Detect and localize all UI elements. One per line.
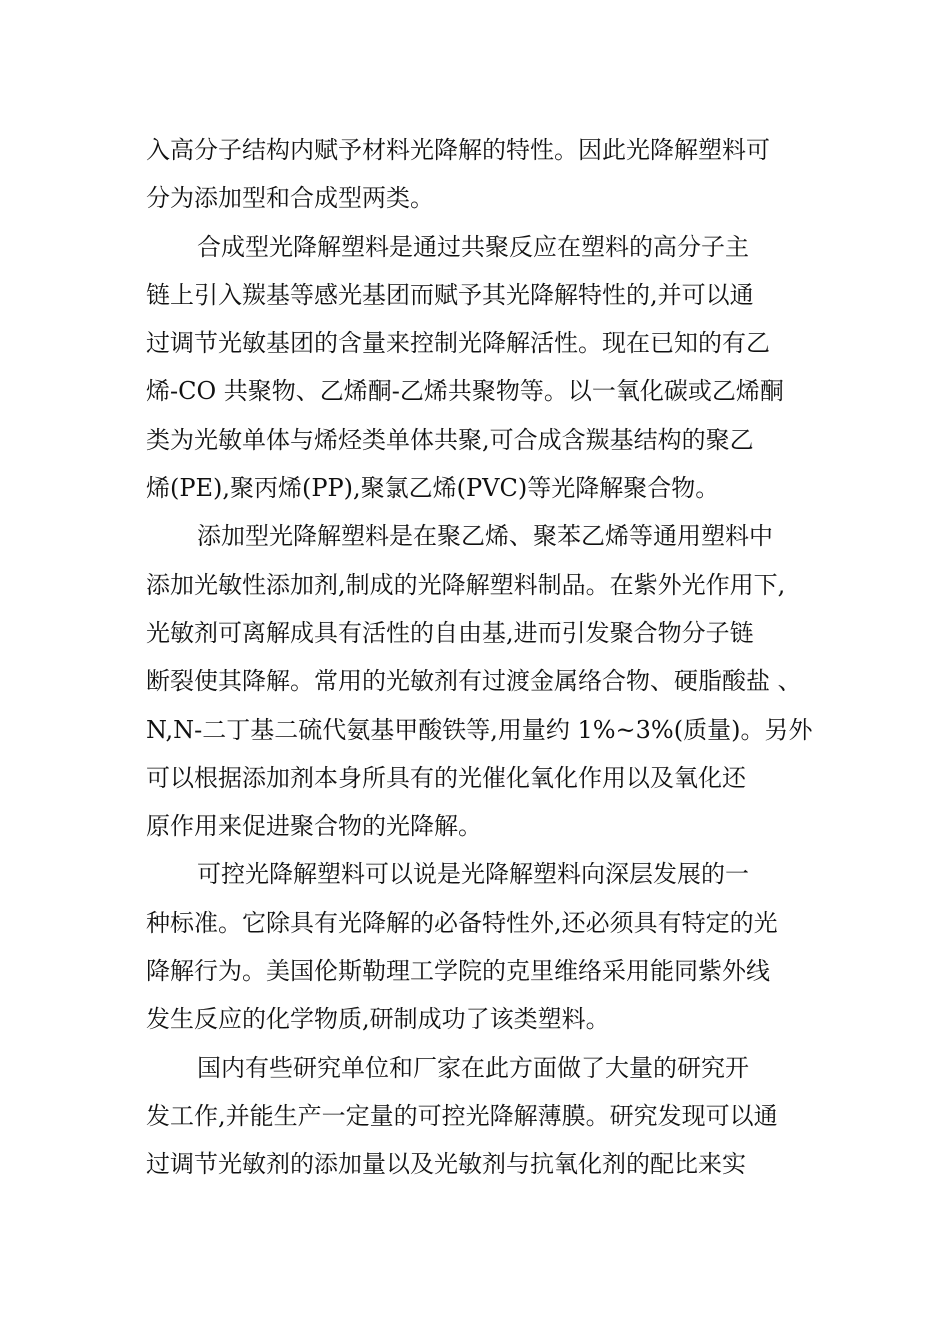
text-line: 烯(PE),聚丙烯(PP),聚氯乙烯(PVC)等光降解聚合物。 [146, 474, 720, 503]
text-line: 添加光敏性添加剂,制成的光降解塑料制品。在紫外光作用下, [146, 570, 786, 599]
body-text [146, 126, 826, 1189]
text-line: 过调节光敏剂的添加量以及光敏剂与抗氧化剂的配比来实 [146, 1150, 746, 1179]
text-line: 种标准。它除具有光降解的必备特性外,还必须具有特定的光 [146, 908, 778, 937]
text-line: 烯-CO 共聚物、乙烯酮-乙烯共聚物等。以一氧化碳或乙烯酮 [146, 377, 784, 406]
text-line: 原作用来促进聚合物的光降解。 [146, 812, 482, 841]
text-line: 过调节光敏基团的含量来控制光降解活性。现在已知的有乙 [146, 329, 770, 358]
text-line: 降解行为。美国伦斯勒理工学院的克里维络采用能同紫外线 [146, 957, 770, 986]
text-line: N,N-二丁基二硫代氨基甲酸铁等,用量约 1%~3%(质量)。另外 [146, 715, 813, 744]
text-line: 断裂使其降解。常用的光敏剂有过渡金属络合物、硬脂酸盐 、 [146, 667, 802, 696]
text-line: 添加型光降解塑料是在聚乙烯、聚苯乙烯等通用塑料中 [197, 522, 773, 551]
text-line: 可控光降解塑料可以说是光降解塑料向深层发展的一 [197, 860, 749, 889]
text-line: 发工作,并能生产一定量的可控光降解薄膜。研究发现可以通 [146, 1101, 778, 1130]
text-line: 国内有些研究单位和厂家在此方面做了大量的研究开 [197, 1053, 749, 1082]
text-line: 类为光敏单体与烯烃类单体共聚,可合成含羰基结构的聚乙 [146, 425, 754, 454]
text-line: 光敏剂可离解成具有活性的自由基,进而引发聚合物分子链 [146, 618, 754, 647]
text-line: 分为添加型和合成型两类。 [146, 184, 434, 213]
text-line: 可以根据添加剂本身所具有的光催化氧化作用以及氧化还 [146, 763, 746, 792]
text-line: 入高分子结构内赋予材料光降解的特性。因此光降解塑料可 [146, 136, 770, 164]
text-line: 链上引入羰基等感光基团而赋予其光降解特性的,并可以通 [146, 280, 754, 309]
text-line: 发生反应的化学物质,研制成功了该类塑料。 [146, 1005, 610, 1034]
text-line: 合成型光降解塑料是通过共聚反应在塑料的高分子主 [197, 232, 749, 261]
